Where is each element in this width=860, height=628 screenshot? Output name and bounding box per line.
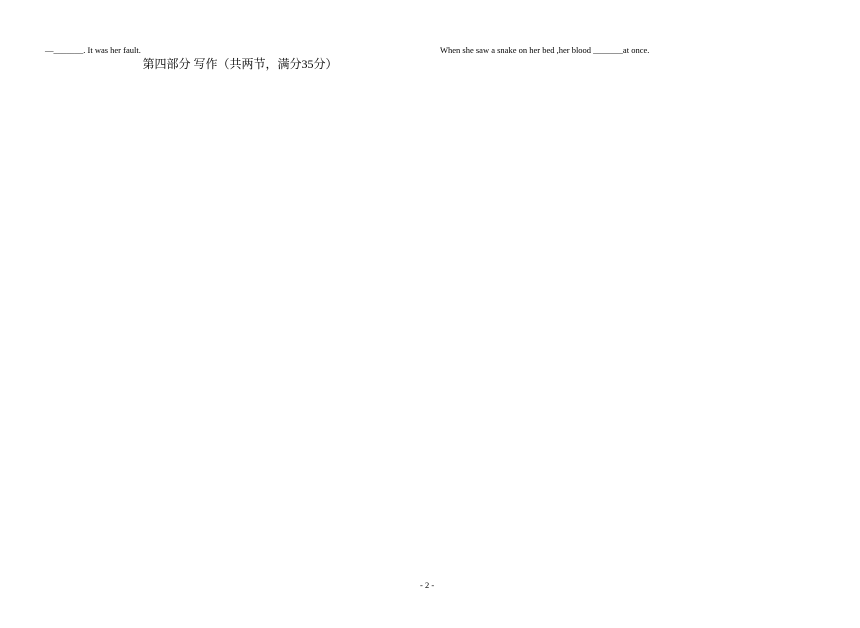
question-30: When she saw a snake on her bed ,her blood _______at once.	[440, 45, 650, 55]
part-heading: 第四部分 写作（共两节，满分35分）	[142, 57, 338, 71]
page-number: - 2 -	[420, 580, 435, 590]
fragment: —_______. It was her fault.	[45, 45, 141, 55]
